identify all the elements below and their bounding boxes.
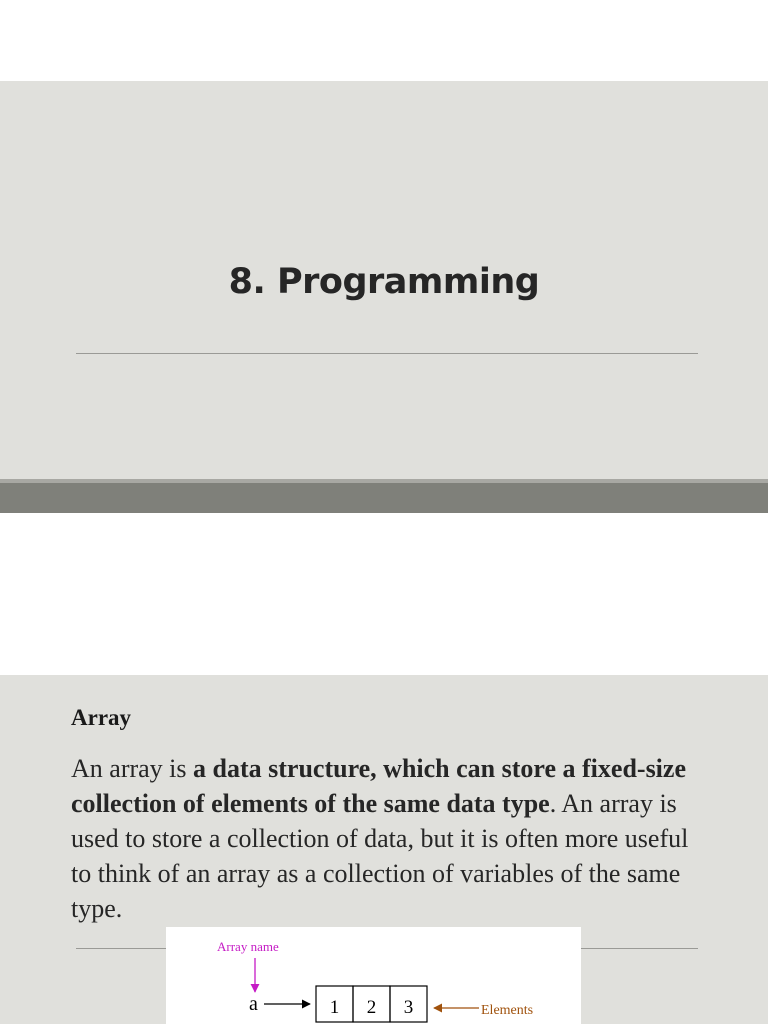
title-divider bbox=[76, 353, 698, 354]
array-diagram bbox=[166, 927, 581, 1024]
array-element: 3 bbox=[403, 997, 414, 1018]
section-heading: Array bbox=[71, 705, 132, 730]
elements-label: Elements bbox=[481, 1003, 534, 1018]
content-divider-left bbox=[76, 948, 166, 949]
definition-paragraph bbox=[71, 751, 711, 926]
array-element: 2 bbox=[366, 997, 377, 1018]
slide-title: 8. Programming bbox=[228, 262, 540, 302]
array-variable: a bbox=[249, 993, 258, 1015]
content-divider-right bbox=[581, 948, 698, 949]
array-element: 1 bbox=[329, 997, 340, 1018]
array-diagram-svg bbox=[166, 927, 581, 1024]
paragraph-text-end: . An array is used to store a collection of data, but it is often more useful to think of an array as a collection of variables of the same type. bbox=[71, 789, 689, 923]
paragraph-bold-definition: a data structure, which can store a fixed-size collection of elements of the same data type bbox=[71, 754, 686, 818]
array-name-label: Array name bbox=[217, 939, 279, 954]
paragraph-text-start: An array is bbox=[71, 754, 194, 783]
footer-band bbox=[0, 483, 768, 513]
